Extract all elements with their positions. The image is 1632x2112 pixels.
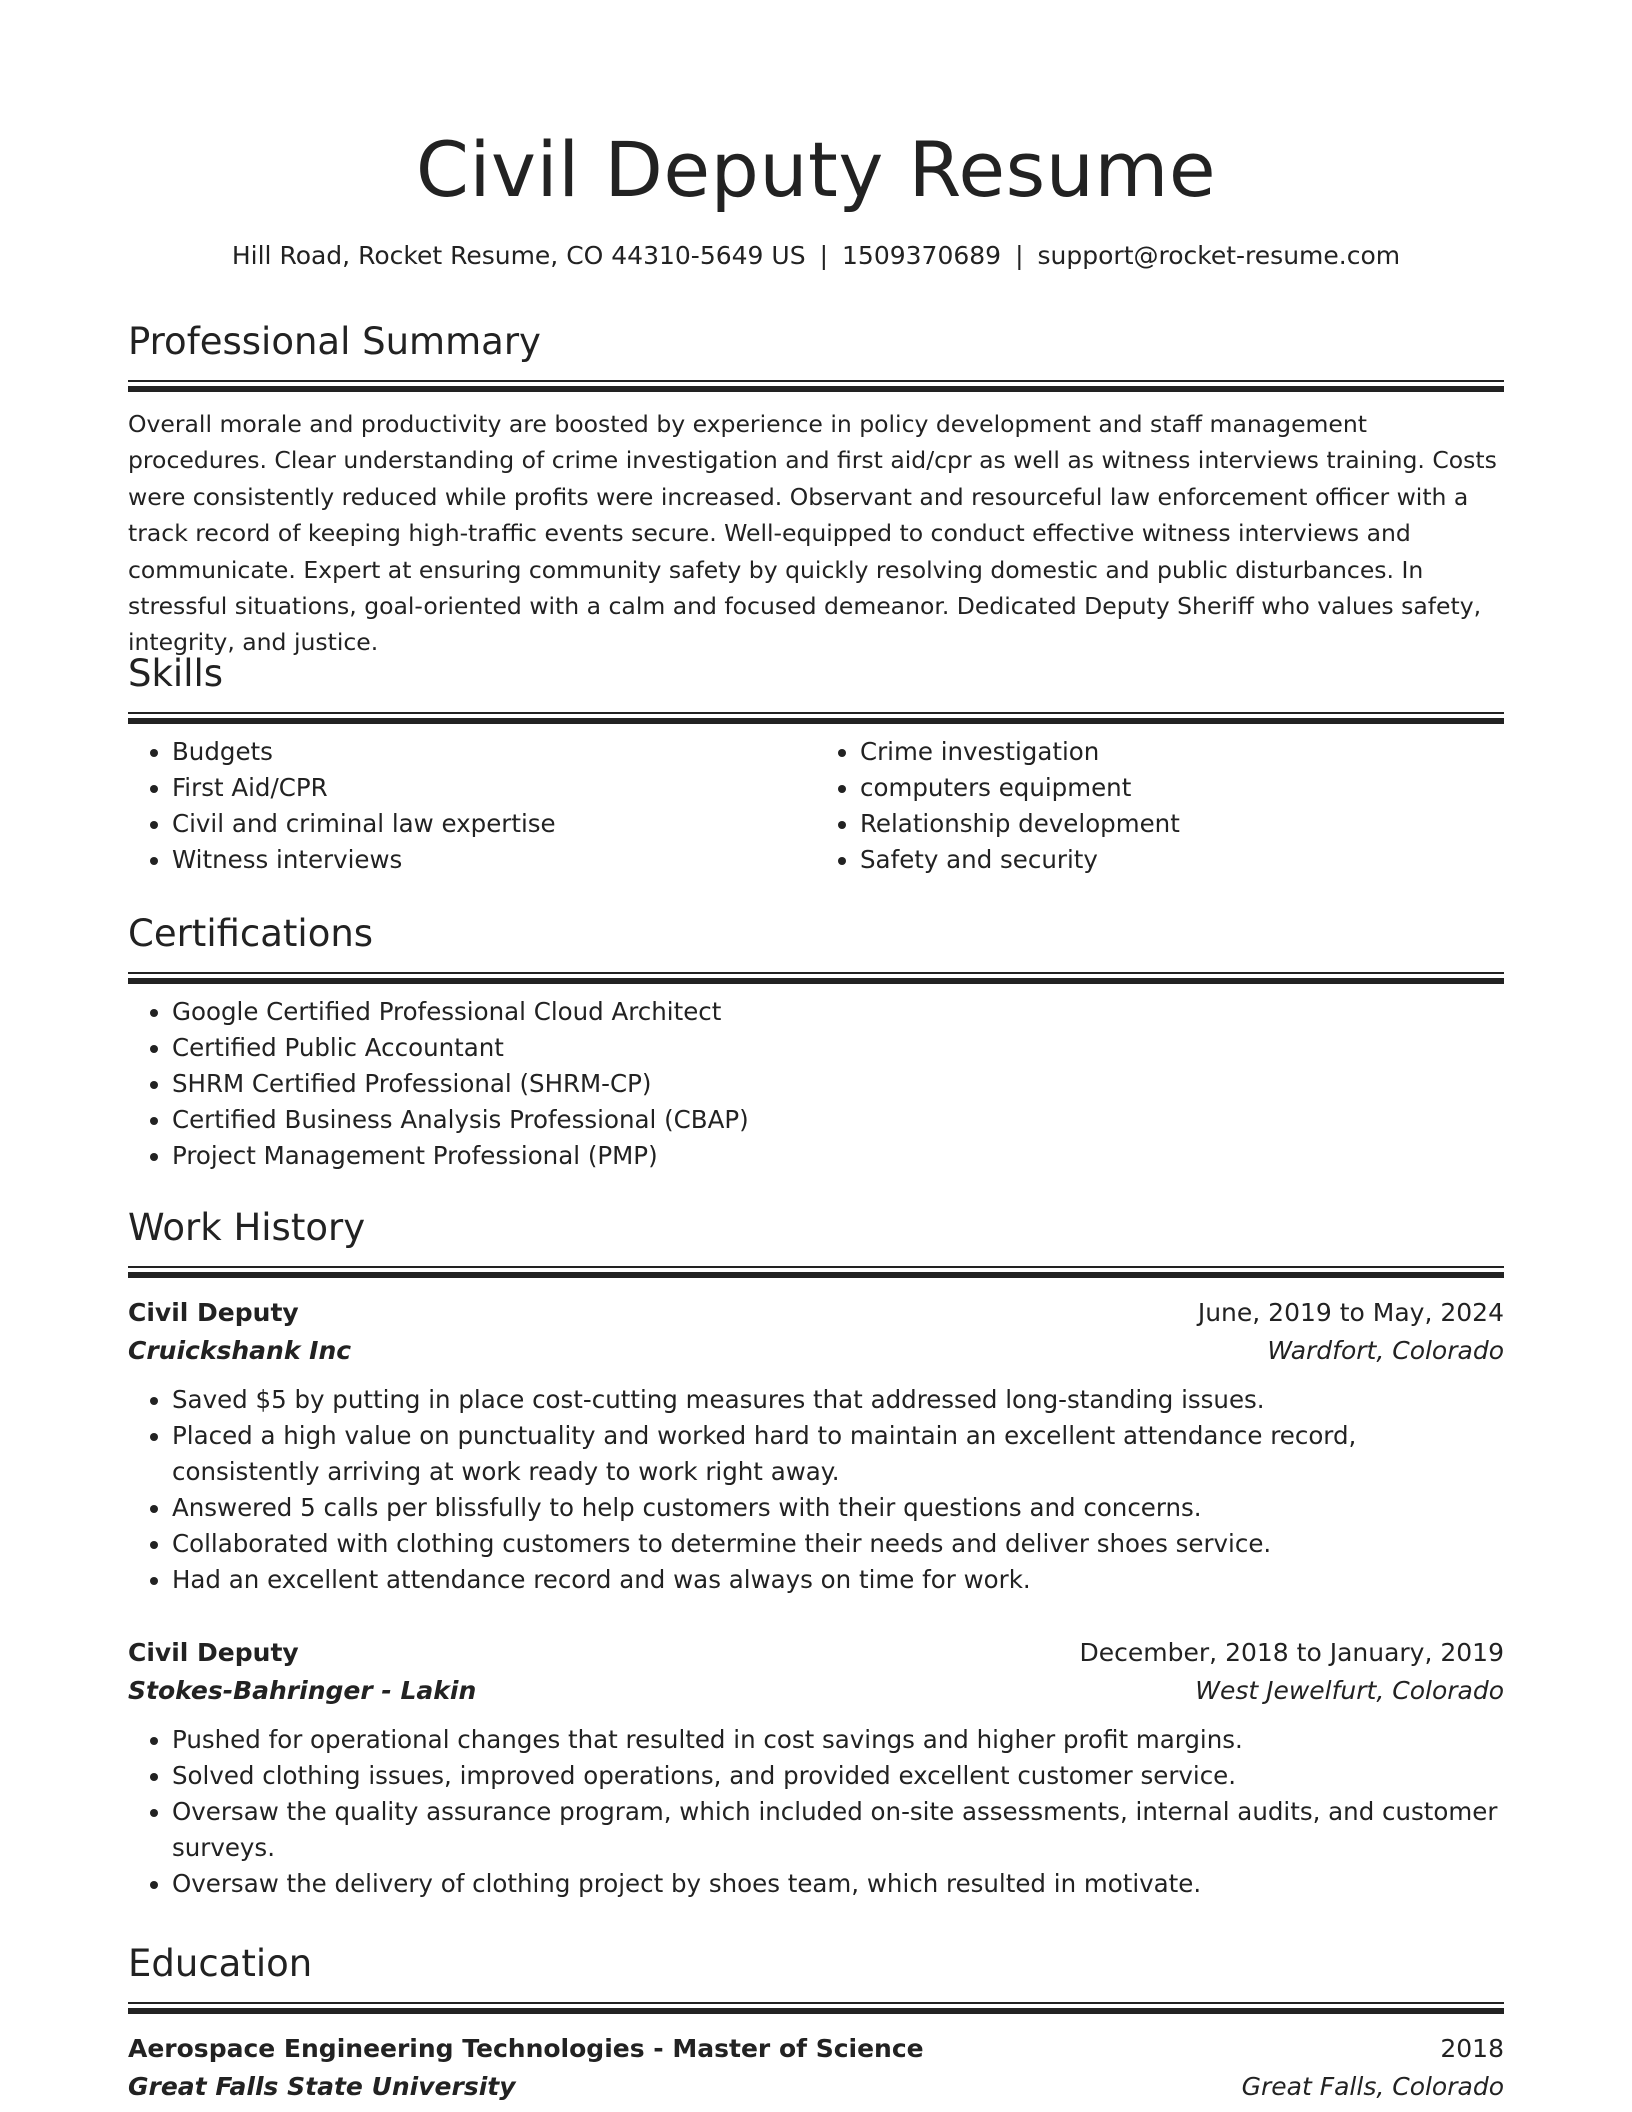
contact-address: Hill Road, Rocket Resume, CO 44310-5649 US (231, 241, 806, 270)
job-bullets (128, 1722, 1504, 1902)
education-degree: Aerospace Engineering Technologies - Master of Science (128, 2034, 924, 2063)
education-school-row (128, 2068, 1504, 2106)
contact-separator: | (819, 241, 829, 270)
skills-section (128, 650, 1504, 878)
section-divider (128, 380, 1504, 392)
work-history-heading: Work History (128, 1206, 366, 1249)
job-bullet: • Answered 5 calls per blissfully to help customers with their questions and concerns. (172, 1490, 1504, 1526)
certifications-list (128, 994, 1504, 1174)
job-company-row (128, 1672, 1504, 1710)
skill-item: • Budgets (172, 734, 816, 770)
education-year: 2018 (1440, 2034, 1504, 2063)
job-company: Stokes-Bahringer - Lakin (128, 1676, 477, 1705)
job-bullet: • Collaborated with clothing customers to determine their needs and deliver shoes service. (172, 1526, 1504, 1562)
certifications-section (128, 910, 1504, 1174)
contact-email[interactable]: support@rocket-resume.com (1037, 241, 1401, 270)
job-company: Cruickshank Inc (128, 1336, 352, 1365)
skill-item: • Safety and security (860, 842, 1504, 878)
job-dates: December, 2018 to January, 2019 (1079, 1638, 1504, 1667)
skill-item: • computers equipment (860, 770, 1504, 806)
skills-list-right (816, 734, 1504, 878)
education-location: Great Falls, Colorado (1241, 2072, 1504, 2101)
summary-heading: Professional Summary (128, 320, 541, 363)
skills-list-left (128, 734, 816, 878)
job-header-row (128, 1294, 1504, 1332)
skill-item: • Witness interviews (172, 842, 816, 878)
job-location: Wardfort, Colorado (1267, 1336, 1504, 1365)
certification-item: • Google Certified Professional Cloud Architect (172, 994, 1504, 1030)
summary-section (128, 318, 1504, 661)
job-title: Civil Deputy (128, 1298, 299, 1327)
summary-text: Overall morale and productivity are boosted by experience in policy development and staff management procedures. Clear understanding of crime investigation and first aid/cpr as well as witness interviews training. Costs were consistently reduced while profits were increased. Observant and resourceful law enforcement officer with a track record of keeping high-traffic events secure. Well-equipped to conduct effective witness interviews and communicate. Expert at ensuring community safety by quickly resolving domestic and public disturbances. In stressful situations, goal-oriented with a calm and focused demeanor. Dedicated Deputy Sheriff who values safety, integrity, and justice. (128, 410, 1497, 657)
skill-item: • First Aid/CPR (172, 770, 816, 806)
contact-phone: 1509370689 (842, 241, 1002, 270)
education-header-row (128, 2030, 1504, 2068)
job-bullet: • Oversaw the quality assurance program, which included on-site assessments, internal audits, and customer surveys. (172, 1794, 1504, 1866)
resume-name: Civil Deputy Resume (415, 125, 1217, 214)
education-school: Great Falls State University (128, 2072, 516, 2101)
job-location: West Jewelfurt, Colorado (1195, 1676, 1504, 1705)
job-entry (128, 1634, 1504, 1902)
contact-separator: | (1015, 241, 1024, 270)
education-entry (128, 2030, 1504, 2106)
skills-heading: Skills (128, 652, 224, 695)
job-bullet: • Oversaw the delivery of clothing project by shoes team, which resulted in motivate. (172, 1866, 1504, 1902)
section-divider (128, 1266, 1504, 1278)
section-divider (128, 972, 1504, 984)
job-bullets (128, 1382, 1504, 1598)
section-divider (128, 712, 1504, 724)
work-history-section (128, 1204, 1504, 1902)
skill-item: • Crime investigation (860, 734, 1504, 770)
certification-item: • Certified Business Analysis Professional (CBAP) (172, 1102, 1504, 1138)
job-bullet: • Pushed for operational changes that resulted in cost savings and higher profit margins. (172, 1722, 1504, 1758)
certification-item: • Project Management Professional (PMP) (172, 1138, 1504, 1174)
job-bullet: • Had an excellent attendance record and was always on time for work. (172, 1562, 1504, 1598)
job-company-row (128, 1332, 1504, 1370)
job-title: Civil Deputy (128, 1638, 299, 1667)
skill-item: • Relationship development (860, 806, 1504, 842)
job-entry (128, 1294, 1504, 1598)
contact-line (128, 238, 1504, 274)
job-bullet: • Placed a high value on punctuality and worked hard to maintain an excellent attendance record, consistently arriving at work ready to work right away. (172, 1418, 1504, 1490)
education-heading: Education (128, 1942, 313, 1985)
job-bullet: • Solved clothing issues, improved operations, and provided excellent customer service. (172, 1758, 1504, 1794)
education-section (128, 1940, 1504, 2106)
certification-item: • Certified Public Accountant (172, 1030, 1504, 1066)
certification-item: • SHRM Certified Professional (SHRM-CP) (172, 1066, 1504, 1102)
job-dates: June, 2019 to May, 2024 (1197, 1298, 1504, 1327)
job-bullet: • Saved $5 by putting in place cost-cutting measures that addressed long-standing issues. (172, 1382, 1504, 1418)
job-header-row (128, 1634, 1504, 1672)
section-divider (128, 2002, 1504, 2014)
skills-columns (128, 734, 1504, 878)
skill-item: • Civil and criminal law expertise (172, 806, 816, 842)
certifications-heading: Certifications (128, 912, 374, 955)
